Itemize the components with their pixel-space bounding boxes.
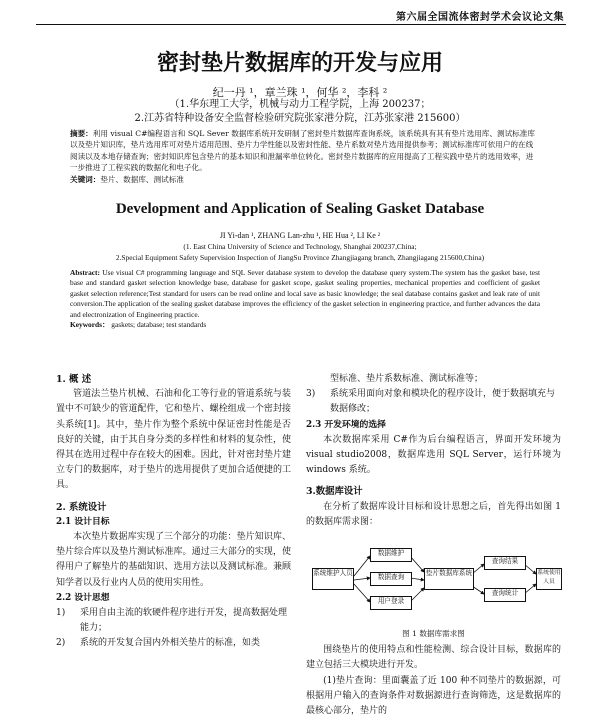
abstract-en-text: Use visual C# programming language and SQL Sever database system to develop the database query system.The system has the gasket base, test base and standard gasket selection knowledge base, database for gasket scope, gasket sealing properties, mechanical properties and coefficient of gasket gasket selection reference;Test standard for users can be read online and local save as basic knowledge; the seal database contains gasket and leak rate of unit conversion.The application of the sealing gasket database improves the efficiency of the gasket selection in engineering practice, and further advances the data and electronization of Engineering practice. xyxy=(70,268,540,319)
right-column xyxy=(306,372,561,719)
section-3-paragraph: 在分析了数据库设计目标和设计思想之后，首先得出如图 1 的数据库需求图： xyxy=(306,501,561,527)
left-column xyxy=(56,372,291,652)
arrow xyxy=(410,588,424,602)
list-item: 1) 采用自由主流的软硬件程序进行开发，提高数据处理能力； xyxy=(56,608,288,634)
title-cn: 密封垫片数据库的开发与应用 xyxy=(156,50,443,76)
figure-caption: 图 1 数据库需求图 xyxy=(402,629,465,639)
box-data-query: 数据查询 xyxy=(370,572,412,586)
section-3-paragraph-2: 围绕垫片的使用特点和性能检测、综合设计目标，数据库的建立包括三大模块进行开发。 xyxy=(306,645,561,671)
arrow xyxy=(354,584,370,602)
requirements-diagram xyxy=(306,534,561,624)
keywords-en-label: Keywords： xyxy=(70,320,110,330)
keywords-cn-text: 垫片、数据库、测试标准 xyxy=(100,174,184,184)
section-2-1-heading: 2.1 设计目标 xyxy=(56,516,110,527)
affiliation-en-1: (1. East China University of Science and Technology, Shanghai 200237,China; xyxy=(183,242,417,251)
authors-cn: 纪一丹 ¹，章兰珠 ¹，何华 ²，李科 ² xyxy=(212,86,388,99)
affiliation-en-2: 2.Special Equipment Safety Supervision Inspection of JiangSu Province Zhangjiagang branch, Zhangjiagang 215600,China) xyxy=(115,253,485,262)
section-3-paragraph-3: (1)垫片查询：里面囊盖了近 100 种不同垫片的数据源，可根据用户输入的查询条件对数据源进行查询筛选，这是数据库的最核心部分，垫片的 xyxy=(306,675,561,717)
arrow xyxy=(410,578,424,580)
abstract-cn-text: 利用 visual C#编程语言和 SQL Sever 数据库系统开发研制了密封垫片数据库查询系统，该系统具有其有垫片选用库、测试标准库以及垫片知识库，垫片选用库可对垫片适用范围、垫片力学性能以及密封性能、垫片系数对垫片选用提供参考；测试标准库可依用户的在线阅读以及本地存储查询；密封知识库包含垫片的基本知识和泄漏率单位转化。密封垫片数据库的应用提高了工程实践中垫片的选用效率，进一步推进了工程实践的数据化和电子化。 xyxy=(70,129,535,173)
affiliation-cn-2: 2.江苏省特种设备安全监督检验研究院张家港分院，江苏张家港 215600） xyxy=(134,113,466,124)
section-2-1-paragraph: 本次垫片数据库实现了三个部分的功能：垫片知识库、垫片综合库以及垫片测试标准库。通过三大部分的实现，使得用户了解垫片的基础知识、选用方法以及测试标准。兼顾知学者以及行业内人员的使用实用性。 xyxy=(56,532,291,588)
journal-header: 第六届全国流体密封学术会议论文集 xyxy=(396,12,564,23)
list-item: 3) 系统采用面向对象和模块化的程序设计，便于数据填充与数据修改； xyxy=(306,389,556,415)
section-1-paragraph: 管道法兰垫片机械、石油和化工等行业的管道系统与装置中不可缺少的管道配件，它和垫片、螺栓组成一个密封接头系统[1]。其中，垫片作为整个系统中保证密封性能是否良好的关键，由于其自身分类的多样性和材料的复杂性，使得其在选用过程中存在较大的困难。因此，针对密封垫片建立专门的数据库，对于垫片的选用提供了更加合适便捷的工具。 xyxy=(56,389,291,491)
authors-en: JI Yi-dan ¹, ZHANG Lan-zhu ¹, HE Hua ², LI Ke ² xyxy=(219,231,381,240)
box-query-result: 查询结果 xyxy=(484,556,526,570)
section-2-heading: 2. 系统设计 xyxy=(56,501,107,513)
arrow xyxy=(354,556,370,576)
section-3-heading: 3.数据库设计 xyxy=(306,486,363,498)
section-2-3-paragraph: 本次数据库采用 C#作为后台编程语言，界面开发环境为 visual studio2008，数据库选用 SQL Server，运行环境为 windows 系统。 xyxy=(306,434,561,476)
keywords-en-text: gaskets; database; test standards xyxy=(111,320,207,330)
list-item: 2) 系统的开发复合国内外相关垫片的标准，如类 xyxy=(56,638,261,649)
section-2-3-heading: 2.3 开发环境的选择 xyxy=(306,419,386,430)
box-user-login: 用户登录 xyxy=(370,596,412,610)
abstract-cn xyxy=(70,128,540,185)
abstract-cn-label: 摘要： xyxy=(70,129,93,138)
box-query-stats: 查询统计 xyxy=(484,588,526,602)
arrow xyxy=(354,578,370,580)
keywords-cn-label: 关键词： xyxy=(70,174,101,184)
box-system-admin: 系统维护人员 xyxy=(312,568,354,590)
section-2-2-heading: 2.2 设计思想 xyxy=(56,592,110,603)
abstract-en xyxy=(70,268,540,330)
abstract-en-label: Abstract: xyxy=(70,268,100,277)
affiliation-cn-1: （1.华东理工大学，机械与动力工程学院，上海 200237； xyxy=(169,99,431,110)
box-gasket-db: 垫片数据库系统 xyxy=(424,568,474,590)
section-1-heading: 1. 概 述 xyxy=(56,374,92,385)
title-en: Development and Application of Sealing Gasket Database xyxy=(115,201,485,217)
box-data-maintain: 数据维护 xyxy=(370,548,412,562)
list-item-continued: 型标准、垫片系数标准、测试标准等； xyxy=(330,374,484,384)
box-end-user: 系统使用人员 xyxy=(536,568,562,590)
arrow xyxy=(410,556,424,572)
header-rule xyxy=(36,24,566,25)
